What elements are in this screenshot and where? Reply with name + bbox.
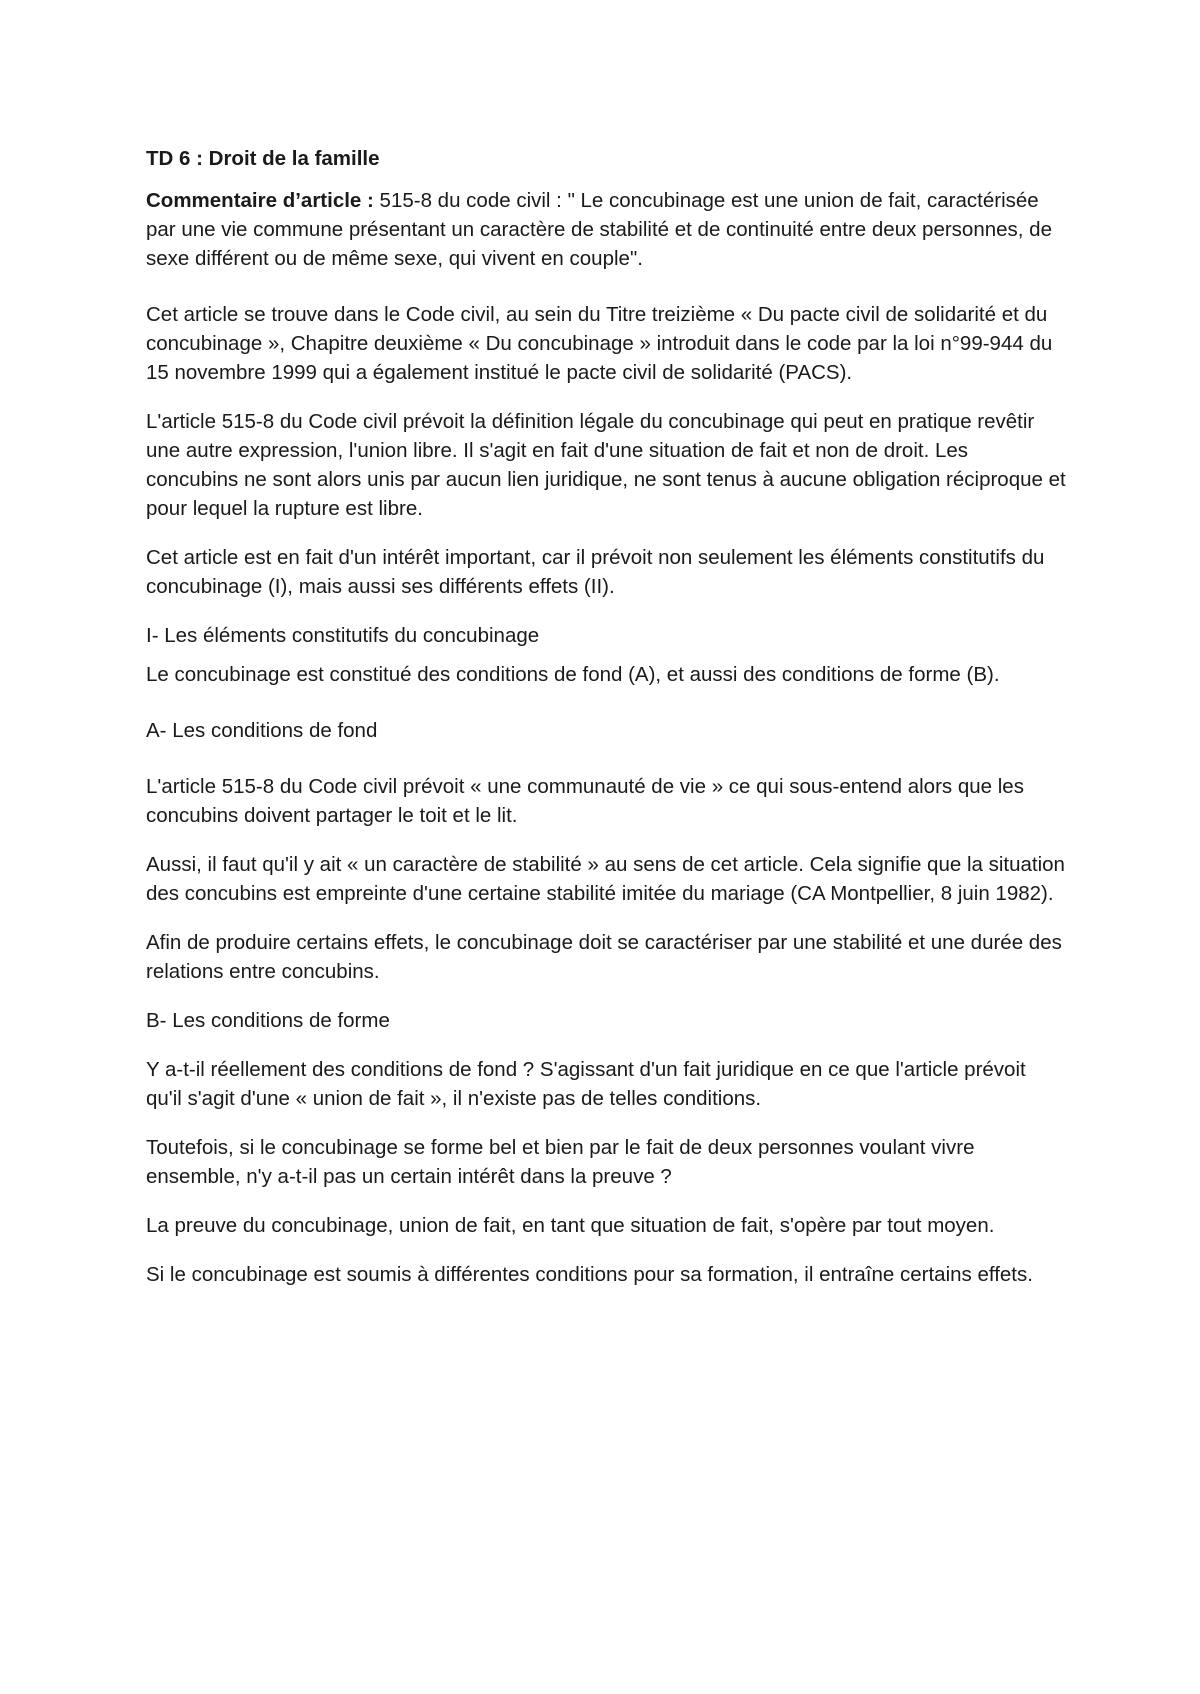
paragraph: Cet article se trouve dans le Code civil, au sein du Titre treizième « Du pacte civil de solidarité et du concubinage », Chapitre deuxième « Du concubinage » introduit dans le code par la loi n°99-944 du 15 novembre 1999 qui a également institué le pacte civil de solidarité (PACS).: [146, 303, 1053, 384]
document-title: TD 6 : Droit de la famille: [146, 147, 380, 170]
paragraph: Y a-t-il réellement des conditions de fond ? S'agissant d'un fait juridique en ce que l'article prévoit qu'il s'agit d'une « union de fait », il n'existe pas de telles conditions.: [146, 1058, 1026, 1110]
paragraph: L'article 515-8 du Code civil prévoit « une communauté de vie » ce qui sous-entend alors que les concubins doivent partager le toit et le lit.: [146, 775, 1024, 827]
subsection-heading: A- Les conditions de fond: [146, 719, 378, 742]
paragraph: Le concubinage est constitué des conditions de fond (A), et aussi des conditions de forme (B).: [146, 663, 1000, 686]
commentary-label: Commentaire d’article :: [146, 189, 374, 212]
paragraph: Si le concubinage est soumis à différentes conditions pour sa formation, il entraîne certains effets.: [146, 1263, 1033, 1286]
document-body: [146, 144, 1066, 1289]
subsection-heading: B- Les conditions de forme: [146, 1009, 390, 1032]
commentary-paragraph: [146, 186, 1066, 273]
paragraph: Cet article est en fait d'un intérêt important, car il prévoit non seulement les éléments constitutifs du concubinage (I), mais aussi ses différents effets (II).: [146, 546, 1045, 598]
section-heading: I- Les éléments constitutifs du concubinage: [146, 624, 540, 647]
paragraph: Toutefois, si le concubinage se forme bel et bien par le fait de deux personnes voulant vivre ensemble, n'y a-t-il pas un certain intérêt dans la preuve ?: [146, 1136, 975, 1188]
paragraph: Aussi, il faut qu'il y ait « un caractère de stabilité » au sens de cet article. Cela signifie que la situation des concubins est empreinte d'une certaine stabilité imitée du mariage (CA Montpellier, 8 juin 1982).: [146, 853, 1065, 905]
commentary-text: 515-8 du code civil : " Le concubinage est une union de fait, caractérisée par une vie commune présentant un caractère de stabilité et de continuité entre deux personnes, de sexe différent ou de même sexe, qui vivent en couple".: [146, 189, 1052, 270]
paragraph: L'article 515-8 du Code civil prévoit la définition légale du concubinage qui peut en pratique revêtir une autre expression, l'union libre. Il s'agit en fait d'une situation de fait et non de droit. Les concubins ne sont alors unis par aucun lien juridique, ne sont tenus à aucune obligation réciproque et pour lequel la rupture est libre.: [146, 410, 1066, 520]
paragraph: Afin de produire certains effets, le concubinage doit se caractériser par une stabilité et une durée des relations entre concubins.: [146, 931, 1062, 983]
paragraph: La preuve du concubinage, union de fait, en tant que situation de fait, s'opère par tout moyen.: [146, 1214, 995, 1237]
